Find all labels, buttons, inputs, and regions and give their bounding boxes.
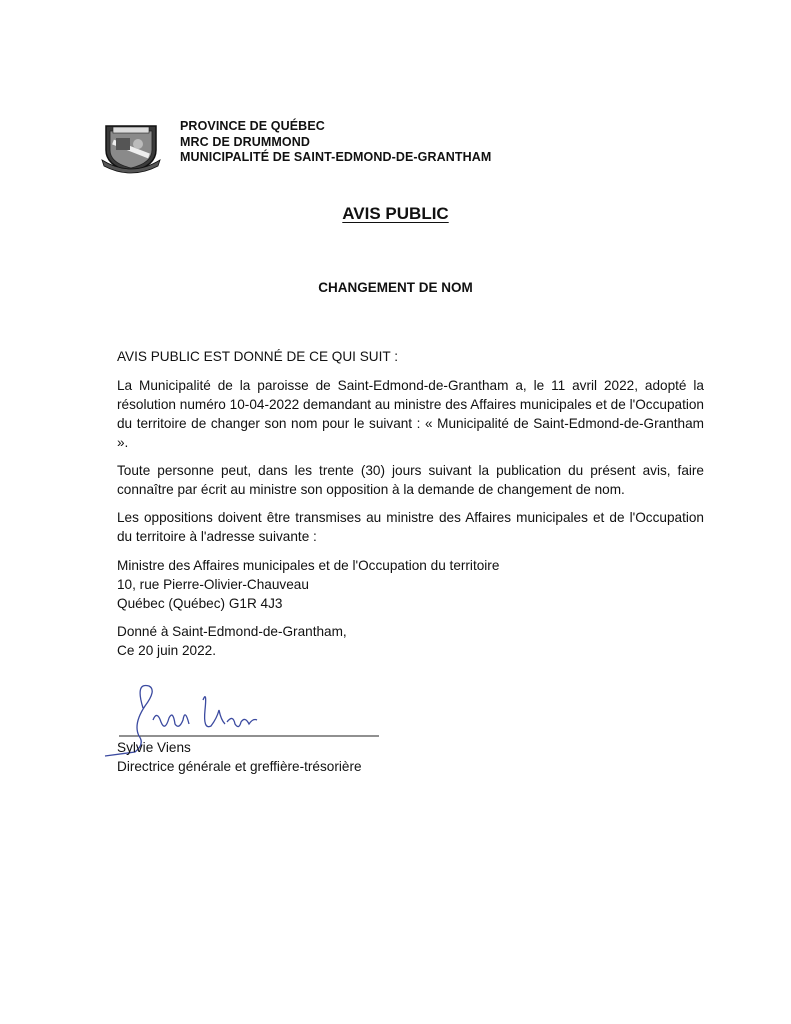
- paragraph-resolution: La Municipalité de la paroisse de Saint-Edmond-de-Grantham a, le 11 avril 2022, adopté la résolution numéro 10-04-2022 demandant au ministre des Affaires municipales et de l'Occupation du territoire de changer son nom pour le suivant : « Municipalité de Saint-Edmond-de-Grantham ».: [117, 378, 704, 450]
- signatory-name: Sylvie Viens: [117, 740, 191, 755]
- address-line-2: 10, rue Pierre-Olivier-Chauveau: [117, 577, 309, 592]
- signatory-title: Directrice générale et greffière-trésorière: [117, 759, 362, 774]
- ministry-address: [117, 556, 704, 613]
- paragraph-opposition: Toute personne peut, dans les trente (30) jours suivant la publication du présent avis, faire connaître par écrit au ministre son opposition à la demande de changement de nom.: [117, 463, 704, 497]
- signatory: [117, 738, 362, 776]
- municipality-line: MUNICIPALITÉ DE SAINT-EDMOND-DE-GRANTHAM: [180, 150, 492, 164]
- page-subtitle: CHANGEMENT DE NOM: [318, 280, 473, 295]
- paragraph-transmission: Les oppositions doivent être transmises au ministre des Affaires municipales et de l'Occupation du territoire à l'adresse suivante :: [117, 510, 704, 544]
- mrc-line: MRC DE DRUMMOND: [180, 134, 310, 149]
- given-place: Donné à Saint-Edmond-de-Grantham,: [117, 624, 347, 639]
- given-at: [117, 622, 704, 660]
- address-line-3: Québec (Québec) G1R 4J3: [117, 596, 283, 611]
- letterhead: [180, 119, 491, 166]
- address-line-1: Ministre des Affaires municipales et de l'Occupation du territoire: [117, 558, 500, 573]
- province-line: PROVINCE DE QUÉBEC: [180, 119, 325, 133]
- given-date: Ce 20 juin 2022.: [117, 643, 217, 658]
- municipal-coat-of-arms-icon: [100, 122, 162, 174]
- page-title: AVIS PUBLIC: [342, 204, 449, 223]
- intro-line: AVIS PUBLIC EST DONNÉ DE CE QUI SUIT :: [117, 349, 399, 364]
